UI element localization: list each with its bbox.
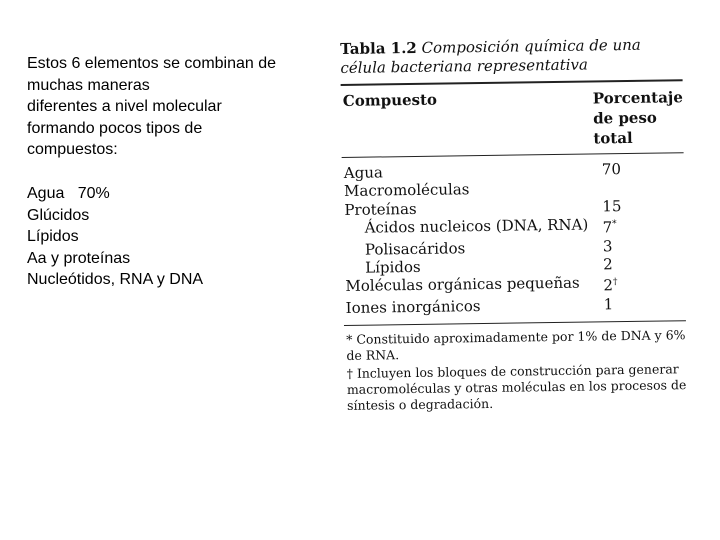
scanned-table: [340, 35, 687, 416]
footnote: † Incluyen los bloques de construcción para generar macromoléculas y otras moléculas en los procesos de síntesis o degradación.: [346, 361, 687, 414]
table-number: Tabla 1.2: [340, 38, 417, 58]
table-body: [342, 153, 686, 325]
spacer: [27, 161, 322, 183]
paragraph-line: compuestos:: [27, 141, 118, 159]
row-name: Iones inorgánicos: [345, 296, 481, 317]
list-item: Glúcidos: [27, 206, 90, 224]
footnote: * Constituido aproximadamente por 1% de DNA y 6% de RNA.: [346, 327, 686, 364]
row-value: 70: [601, 160, 622, 179]
list-item: Agua 70%: [27, 184, 110, 202]
row-name: Macromoléculas: [343, 180, 470, 201]
row-value: [594, 178, 684, 198]
table-row: [344, 294, 686, 317]
table-header: [341, 81, 684, 157]
row-name: Moléculas orgánicas pequeñas: [345, 274, 580, 296]
paragraph-line: formando pocos tipos de: [27, 119, 203, 137]
row-value: 1: [603, 295, 614, 314]
col-percent-line: de peso: [592, 108, 657, 128]
col-percent-line: total: [593, 128, 633, 148]
list-item: Lípidos: [27, 228, 79, 246]
row-value: 2: [603, 255, 613, 274]
row-value: 7*: [602, 218, 617, 237]
row-name: Agua: [343, 163, 384, 182]
row-value: 2†: [603, 276, 618, 295]
col-percent-header: [593, 87, 684, 148]
paragraph-line: diferentes a nivel molecular: [27, 98, 222, 116]
row-name: Proteínas: [344, 199, 417, 219]
left-text-block: [27, 53, 322, 291]
row-value: 15: [602, 196, 622, 216]
table-notes: [344, 327, 687, 414]
footnote-mark: *: [612, 219, 617, 230]
paragraph-line: muchas maneras: [27, 76, 150, 94]
caption-text: Composición química de una célula bacteriana representativa: [340, 35, 641, 77]
footnote-mark: †: [612, 277, 618, 288]
row-name: Ácidos nucleicos (DNA, RNA): [364, 215, 589, 237]
row-name: Polisacáridos: [364, 238, 466, 259]
paragraph-line: Estos 6 elementos se combinan de: [27, 55, 277, 72]
row-value: 3: [602, 236, 613, 255]
col-percent-line: Porcentaje: [592, 88, 683, 108]
table-caption: [340, 35, 682, 78]
row-name: Lípidos: [365, 257, 421, 277]
list-item: Aa y proteínas: [27, 249, 131, 267]
col-compound-header: Compuesto: [342, 90, 438, 110]
list-item: Nucleótidos, RNA y DNA: [27, 271, 204, 289]
